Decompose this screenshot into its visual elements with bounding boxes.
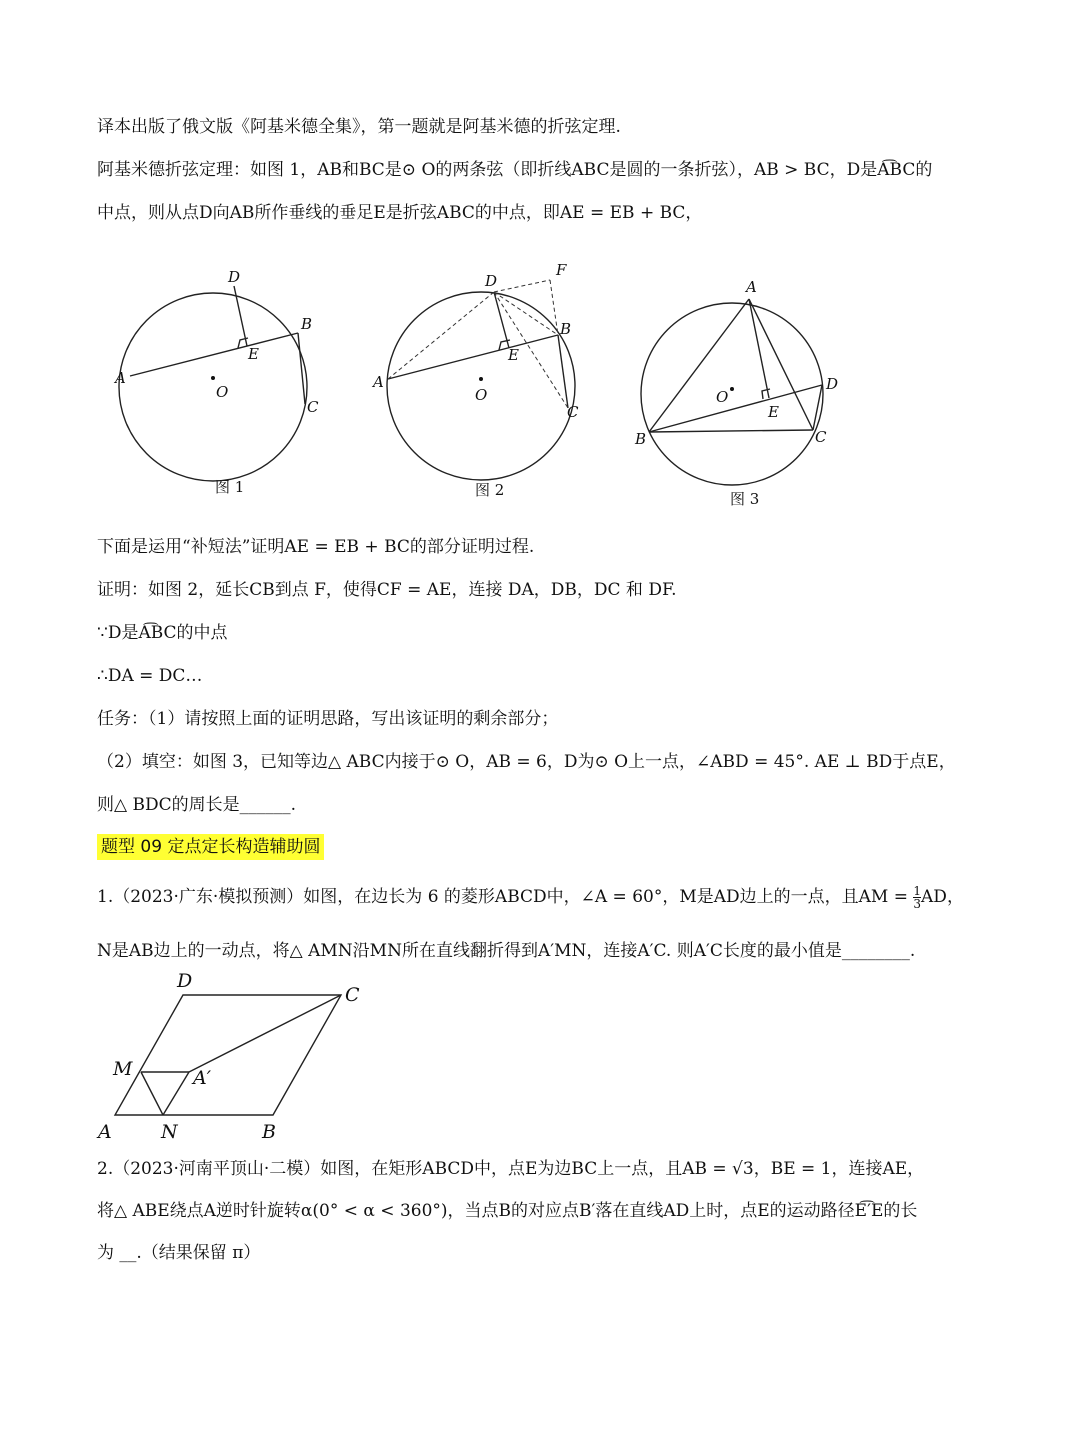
question-1-text: 1.（2023·广东·模拟预测）如图，在边长为 6 的菱形ABCD中，∠A = 60°，M是AD边上的一点，且AM =: [97, 887, 914, 907]
fig2-label-d: D: [485, 272, 498, 290]
fig1-label-a: A: [115, 369, 126, 387]
fig1-circle: [119, 293, 307, 481]
text-line-2: 阿基米德折弦定理：如图 1，AB和BC是⊙ O的两条弦（即折线ABC是圆的一条折弦），AB > BC，D是A͡BC的: [97, 160, 933, 180]
fig3-center-dot: [730, 387, 734, 391]
seg-mn: [141, 1072, 163, 1115]
fig3-label-e: E: [768, 403, 779, 421]
fig2-center-dot: [479, 377, 483, 381]
fig1-center-dot: [211, 376, 215, 380]
fig3-label-o: O: [716, 388, 729, 406]
text-line-7: ∴DA = DC…: [97, 666, 203, 686]
fig2-caption: 图 2: [475, 481, 505, 499]
figure-3: [630, 272, 850, 512]
question-2-line-1: 2.（2023·河南平顶山·二模）如图，在矩形ABCD中，点E为边BC上一点，且AB = √3，BE = 1，连接AE，: [97, 1159, 925, 1179]
fig3-seg-bd: [649, 385, 822, 432]
rhombus-label-d: D: [177, 970, 193, 992]
fig2-label-a: A: [373, 373, 384, 391]
question-1-line-1: [97, 884, 1020, 910]
text-line-5: 证明：如图 2，延长CB到点 F，使得CF = AE，连接 DA，DB，DC 和 DF.: [97, 580, 677, 600]
fig3-label-b: B: [635, 430, 647, 448]
fig2-label-f: F: [556, 261, 567, 279]
rhombus-figure: [95, 965, 385, 1145]
rhombus-label-b: B: [262, 1121, 276, 1143]
text-line-1: 译本出版了俄文版《阿基米德全集》，第一题就是阿基米德的折弦定理.: [97, 117, 621, 137]
figure-2: [370, 258, 600, 508]
seg-a1n: [163, 1072, 189, 1115]
fig2-label-b: B: [560, 320, 572, 338]
rhombus-label-c: C: [345, 984, 360, 1006]
rhombus-label-n: N: [161, 1121, 178, 1143]
fig3-side-ac: [749, 299, 813, 430]
seg-a1c: [189, 995, 341, 1072]
fig1-perp-de: [234, 286, 247, 346]
fig3-label-a: A: [746, 278, 757, 296]
fraction-denominator: 3: [913, 897, 922, 911]
fig3-side-bc: [649, 430, 813, 432]
figure-1: [110, 262, 330, 502]
text-line-8: 任务：（1）请按照上面的证明思路，写出该证明的剩余部分；: [97, 709, 559, 729]
rhombus-label-a1: A′: [193, 1067, 212, 1089]
fig1-caption: 图 1: [215, 478, 245, 496]
fig1-label-d: D: [228, 268, 241, 286]
fig3-label-d: D: [826, 375, 839, 393]
text-line-4: 下面是运用“补短法”证明AE = EB + BC的部分证明过程.: [97, 537, 535, 557]
question-1-text-end: AD，: [921, 887, 964, 907]
fig3-caption: 图 3: [730, 490, 760, 508]
question-2-line-3: 为 __.（结果保留 π）: [97, 1243, 261, 1263]
fig1-chord-ab: [130, 333, 298, 376]
text-line-9: （2）填空：如图 3，已知等边△ ABC内接于⊙ O，AB = 6，D为⊙ O上一点，∠ABD = 45°. AE ⊥ BD于点E，: [97, 752, 956, 772]
section-heading: 题型 09 定点定长构造辅助圆: [97, 834, 324, 860]
fraction-numerator: 1: [913, 884, 922, 898]
rhombus-label-a: A: [98, 1121, 112, 1143]
text-line-6: ∵D是A͡BC的中点: [97, 623, 228, 643]
fig3-seg-ae: [749, 299, 769, 398]
question-2-line-2: 将△ ABE绕点A逆时针旋转α(0° < α < 360°)，当点B的对应点B′落在直线AD上时，点E的运动路径E͡′E的长: [97, 1201, 918, 1221]
fig2-chord-ab: [388, 335, 558, 379]
fig3-label-c: C: [815, 428, 827, 446]
fig1-label-c: C: [307, 398, 319, 416]
fig2-label-o: O: [475, 386, 488, 404]
fig2-label-e: E: [508, 346, 519, 364]
fraction-one-third: [913, 885, 921, 910]
text-line-3: 中点，则从点D向AB所作垂线的垂足E是折弦ABC的中点，即AE = EB + BC，: [97, 203, 703, 223]
fig2-seg-dc: [494, 292, 568, 408]
fig2-seg-df: [494, 280, 550, 292]
question-1-line-2: N是AB边上的一动点，将△ AMN沿MN所在直线翻折得到A′MN，连接A′C. 则A′C长度的最小值是________.: [97, 941, 916, 961]
fig1-label-o: O: [216, 383, 229, 401]
fig2-label-c: C: [567, 403, 579, 421]
rhombus-abcd: [115, 995, 341, 1115]
rhombus-label-m: M: [113, 1058, 133, 1080]
fig1-label-e: E: [248, 345, 259, 363]
fig3-side-ab: [649, 299, 749, 432]
fig1-chord-bc: [298, 333, 305, 404]
fig1-label-b: B: [301, 315, 313, 333]
text-line-10: 则△ BDC的周长是______.: [97, 795, 297, 815]
